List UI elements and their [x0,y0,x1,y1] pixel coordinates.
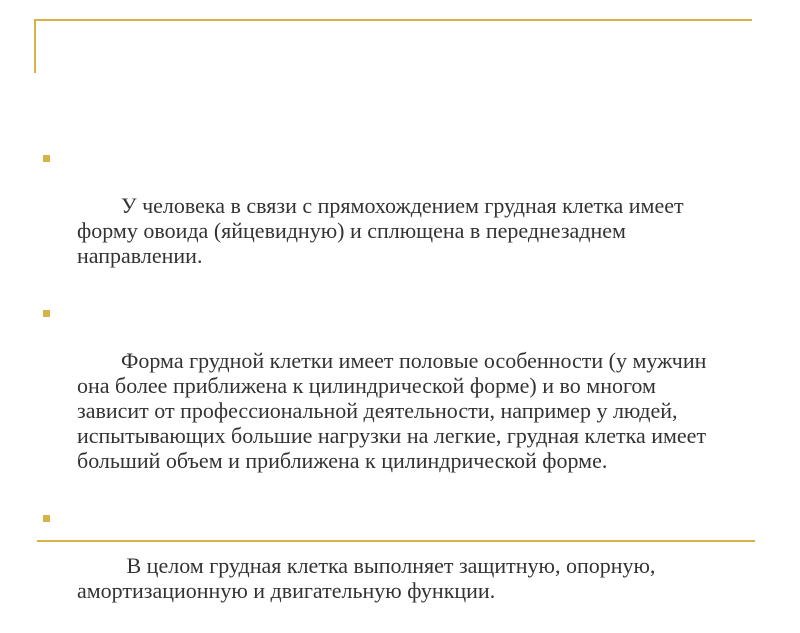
left-decorative-line [34,19,36,73]
bullet-text: Форма грудной клетки имеет половые особенности (у мужчин она более приближена к цилиндрической форме) и во многом зависит от профессиональной деятельности, например у людей, испытывающих большие нагрузки на легкие, грудная клетка имеет больший объем и приближена к цилиндрической форме. [77,348,712,473]
square-bullet-icon [43,310,50,317]
square-bullet-icon [43,515,50,522]
square-bullet-icon [43,155,50,162]
bottom-decorative-line [37,540,755,542]
top-decorative-line [34,19,752,21]
bullet-item [40,298,730,498]
slide-content [40,143,730,633]
bullet-text: В целом грудная клетка выполняет защитную, опорную, амортизационную и двигательную функции. [77,553,661,603]
bullet-list [40,143,730,628]
bullet-item [40,143,730,293]
bullet-item [40,503,730,628]
bullet-text: У человека в связи с прямохождением грудная клетка имеет форму овоида (яйцевидную) и сплющена в переднезаднем направлении. [77,193,690,268]
